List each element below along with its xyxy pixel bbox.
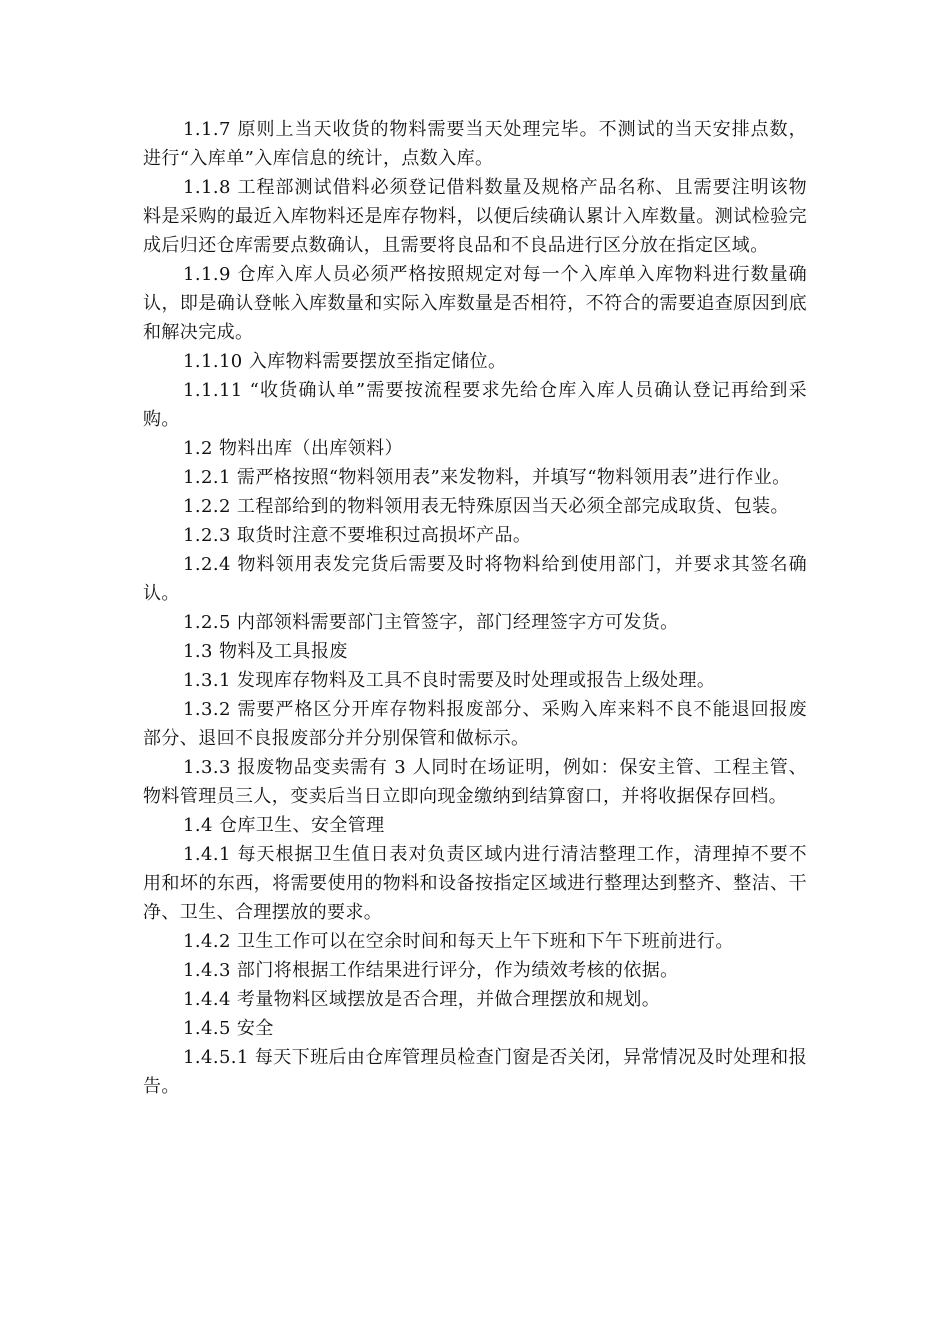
paragraph-1-4-1: 1.4.1 每天根据卫生值日表对负责区域内进行清洁整理工作，清理掉不要不用和坏的东西，将需要使用的物料和设备按指定区域进行整理达到整齐、整洁、干净、卫生、合理摆放的要求。 bbox=[143, 844, 807, 923]
paragraph-1-3-2: 1.3.2 需要严格区分开库存物料报废部分、采购入库来料不良不能退回报废部分、退回不良报废部分并分别保管和做标示。 bbox=[143, 699, 807, 749]
paragraph-1-2-5: 1.2.5 内部领料需要部门主管签字，部门经理签字方可发货。 bbox=[183, 612, 679, 633]
paragraph-1-4-3: 1.4.3 部门将根据工作结果进行评分，作为绩效考核的依据。 bbox=[183, 960, 679, 981]
paragraph-1-2-3: 1.2.3 取货时注意不要堆积过高损坏产品。 bbox=[183, 525, 532, 546]
section-heading-1-4: 1.4 仓库卫生、安全管理 bbox=[183, 815, 385, 836]
paragraph-1-1-10: 1.1.10 入库物料需要摆放至指定储位。 bbox=[183, 351, 507, 372]
paragraph-1-2-4: 1.2.4 物料领用表发完货后需要及时将物料给到使用部门，并要求其签名确认。 bbox=[143, 554, 807, 604]
paragraph-1-1-11: 1.1.11 “收货确认单”需要按流程要求先给仓库入库人员确认登记再给到采购。 bbox=[143, 380, 807, 430]
document-body bbox=[143, 115, 807, 1101]
section-heading-1-3: 1.3 物料及工具报废 bbox=[183, 641, 348, 662]
section-heading-1-4-5: 1.4.5 安全 bbox=[183, 1018, 274, 1039]
paragraph-1-1-8: 1.1.8 工程部测试借料必须登记借料数量及规格产品名称、且需要注明该物料是采购的最近入库物料还是库存物料，以便后续确认累计入库数量。测试检验完成后归还仓库需要点数确认，且需要将良品和不良品进行区分放在指定区域。 bbox=[143, 177, 807, 256]
paragraph-1-4-4: 1.4.4 考量物料区域摆放是否合理，并做合理摆放和规划。 bbox=[183, 989, 661, 1010]
paragraph-1-2-2: 1.2.2 工程部给到的物料领用表无特殊原因当天必须全部完成取货、包装。 bbox=[183, 496, 789, 517]
paragraph-1-3-1: 1.3.1 发现库存物料及工具不良时需要及时处理或报告上级处理。 bbox=[183, 670, 716, 691]
paragraph-1-1-7: 1.1.7 原则上当天收货的物料需要当天处理完毕。不测试的当天安排点数，进行“入库单”入库信息的统计，点数入库。 bbox=[143, 119, 807, 169]
paragraph-1-2-1: 1.2.1 需严格按照“物料领用表”来发物料，并填写“物料领用表”进行作业。 bbox=[183, 467, 791, 488]
paragraph-1-4-2: 1.4.2 卫生工作可以在空余时间和每天上午下班和下午下班前进行。 bbox=[183, 931, 734, 952]
section-heading-1-2: 1.2 物料出库（出库领料） bbox=[183, 438, 403, 459]
paragraph-1-3-3: 1.3.3 报废物品变卖需有 3 人同时在场证明，例如：保安主管、工程主管、物料管理员三人，变卖后当日立即向现金缴纳到结算窗口，并将收据保存回档。 bbox=[143, 757, 807, 807]
paragraph-1-4-5-1: 1.4.5.1 每天下班后由仓库管理员检查门窗是否关闭，异常情况及时处理和报告。 bbox=[143, 1047, 807, 1097]
paragraph-1-1-9: 1.1.9 仓库入库人员必须严格按照规定对每一个入库单入库物料进行数量确认，即是确认登帐入库数量和实际入库数量是否相符，不符合的需要追查原因到底和解决完成。 bbox=[143, 264, 807, 343]
